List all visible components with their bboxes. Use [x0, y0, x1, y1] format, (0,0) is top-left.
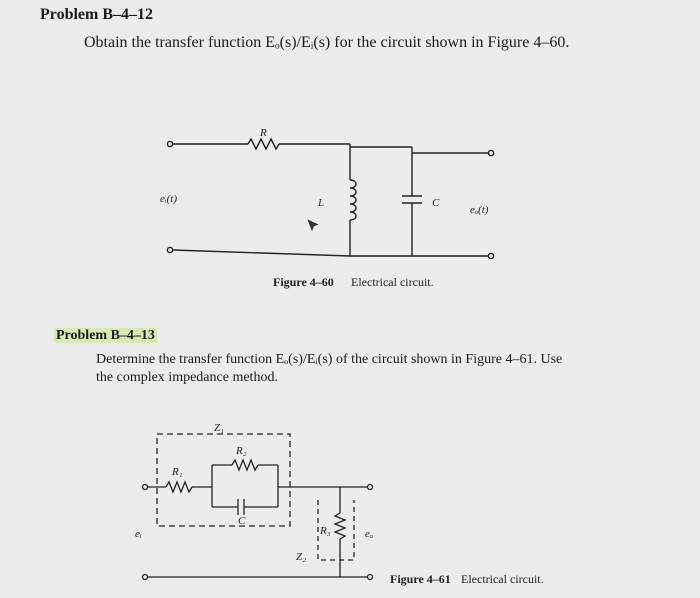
label-ei: eᵢ	[135, 528, 142, 540]
problem-b-4-12-statement: Obtain the transfer function Eₒ(s)/Eᵢ(s) for the circuit shown in Figure 4–60.	[84, 34, 570, 51]
figure-4-60-caption-text: Electrical circuit.	[351, 275, 434, 289]
problem-b-4-12-heading: Problem B–4–12	[40, 6, 154, 23]
label-c: C	[238, 515, 246, 527]
label-l: L	[318, 197, 325, 209]
figure-4-60-caption-number: Figure 4–60	[273, 275, 334, 289]
label-c: C	[432, 197, 440, 209]
problem-b-4-13-statement-line1: Determine the transfer function Eₒ(s)/Eᵢ(s) of the circuit shown in Figure 4–61. Use	[96, 352, 563, 367]
label-r2: R₂	[236, 445, 247, 457]
figure-4-61-caption-text: Electrical circuit.	[461, 572, 544, 586]
figure-4-61-caption-number: Figure 4–61	[390, 572, 451, 586]
label-eo-t: eₒ(t)	[470, 204, 489, 216]
label-r3: R₃	[320, 525, 331, 537]
label-r1: R₁	[172, 466, 183, 478]
label-eo: eₒ	[365, 528, 374, 540]
label-ei-t: eᵢ(t)	[160, 193, 178, 205]
problem-b-4-13-heading: Problem B–4–13	[56, 328, 155, 343]
label-z2: Z₂	[296, 551, 306, 563]
problem-b-4-13-statement-line2: the complex impedance method.	[96, 370, 278, 385]
label-r: R	[260, 127, 267, 139]
label-z1: Z₁	[214, 422, 224, 434]
